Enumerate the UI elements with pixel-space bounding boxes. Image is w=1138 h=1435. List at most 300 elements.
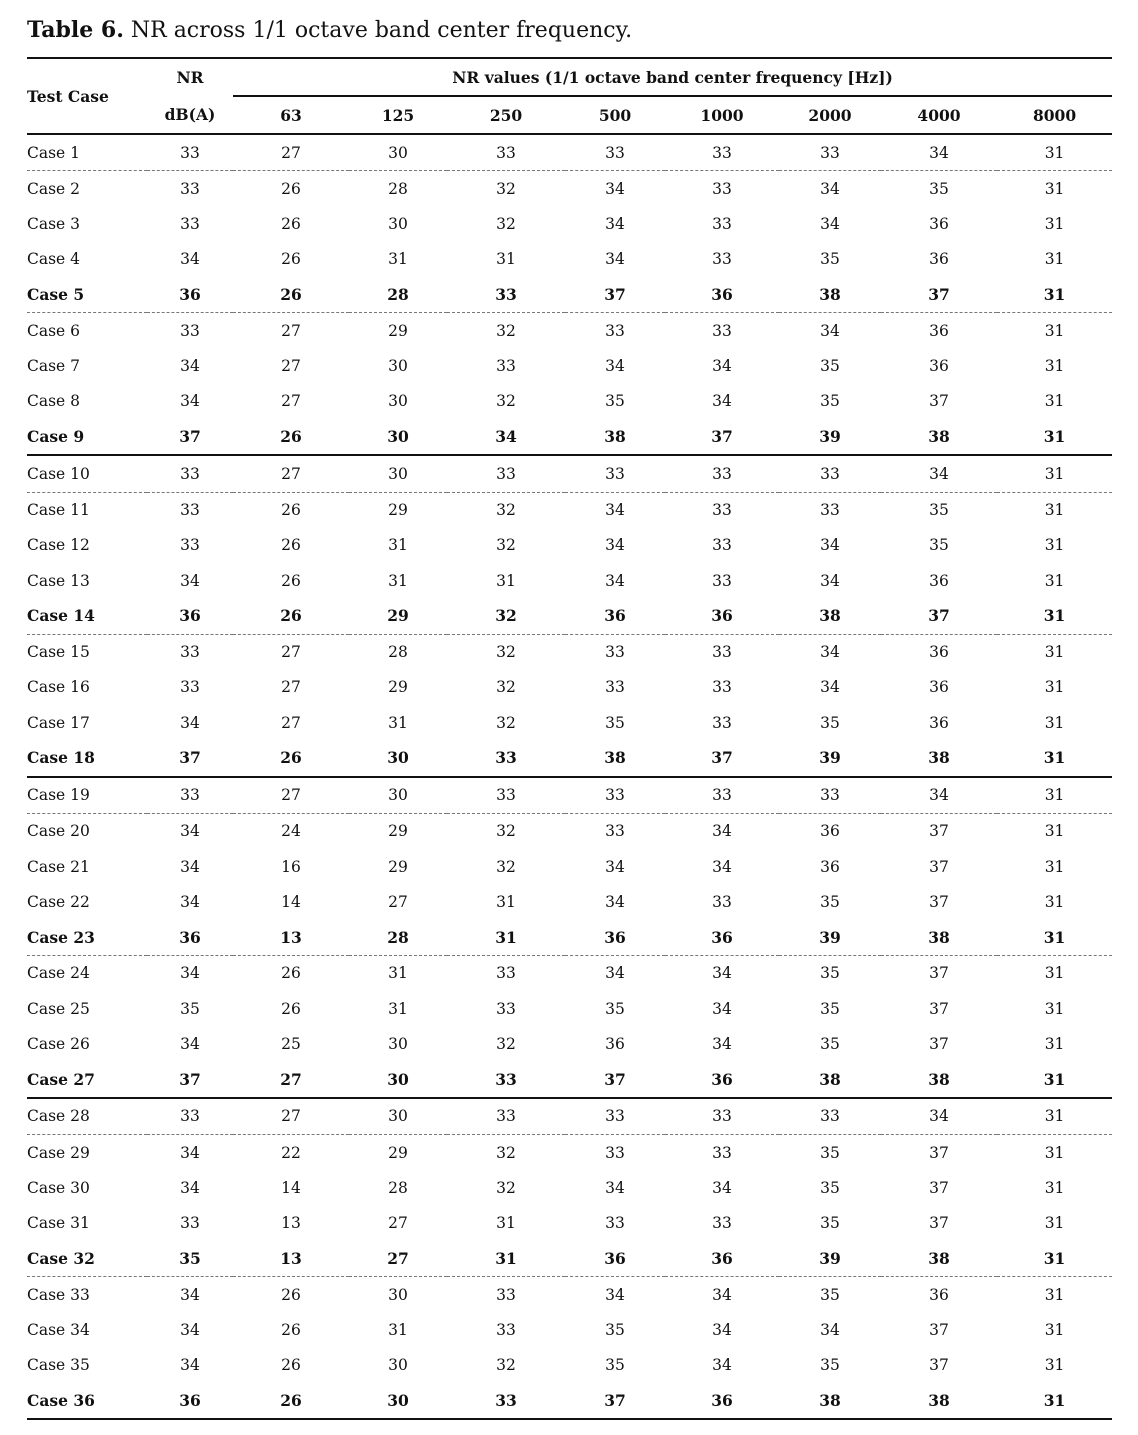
case-label: Case 4 (27, 250, 81, 269)
table-row (27, 634, 1112, 670)
case-label: Case 9 (27, 419, 147, 455)
nr-band-cell: 33 (665, 1098, 779, 1135)
nr-dba-cell: 34 (180, 1178, 200, 1197)
nr-band-cell: 27 (281, 713, 301, 732)
nr-band-cell: 38 (881, 419, 997, 455)
nr-band-cell: 32 (496, 392, 516, 411)
nr-band-cell: 33 (665, 455, 779, 492)
nr-band-cell: 34 (712, 1034, 732, 1053)
nr-band-cell: 31 (1044, 321, 1065, 340)
case-label: Case 23 (27, 920, 147, 956)
nr-band-cell: 33 (820, 501, 840, 520)
nr-band-cell: 30 (388, 1356, 408, 1375)
nr-band-cell: 26 (281, 536, 301, 555)
nr-band-cell: 30 (349, 455, 447, 492)
table-body (27, 134, 1112, 1419)
nr-band-cell: 31 (1044, 964, 1065, 983)
nr-band-cell: 35 (820, 250, 840, 269)
nr-band-cell: 31 (388, 536, 408, 555)
nr-band-cell: 32 (447, 598, 565, 634)
nr-band-cell: 26 (281, 179, 301, 198)
nr-dba-cell: 33 (180, 501, 200, 520)
nr-band-cell: 27 (233, 777, 349, 814)
nr-band-cell: 31 (1044, 1034, 1065, 1053)
header-test-case: Test Case (27, 58, 147, 134)
nr-band-cell: 36 (665, 920, 779, 956)
nr-band-cell: 26 (281, 1285, 301, 1304)
nr-band-cell: 27 (281, 678, 301, 697)
nr-dba-cell: 37 (147, 740, 233, 776)
nr-band-cell: 30 (388, 392, 408, 411)
nr-band-cell: 34 (712, 357, 732, 376)
nr-band-cell: 33 (712, 501, 732, 520)
nr-band-cell: 33 (712, 892, 732, 911)
nr-band-cell: 34 (605, 501, 625, 520)
nr-band-cell: 35 (820, 1356, 840, 1375)
nr-band-cell: 31 (1044, 392, 1065, 411)
nr-dba-cell: 34 (180, 357, 200, 376)
nr-band-cell: 35 (820, 1285, 840, 1304)
header-freq: 8000 (997, 96, 1112, 134)
nr-band-cell: 33 (605, 321, 625, 340)
nr-band-cell: 31 (496, 1214, 516, 1233)
nr-band-cell: 22 (281, 1143, 301, 1162)
nr-band-cell: 34 (605, 1285, 625, 1304)
nr-band-cell: 39 (779, 920, 881, 956)
nr-band-cell: 38 (565, 419, 665, 455)
nr-band-cell: 32 (496, 1034, 516, 1053)
nr-dba-cell: 36 (179, 1390, 201, 1410)
nr-band-cell: 31 (997, 1241, 1112, 1277)
nr-band-cell: 13 (233, 1241, 349, 1277)
nr-band-cell: 34 (605, 250, 625, 269)
nr-band-cell: 31 (388, 713, 408, 732)
header-freq: 63 (233, 96, 349, 134)
nr-band-cell: 26 (281, 501, 301, 520)
table-row (27, 207, 1112, 242)
nr-dba-cell: 33 (180, 1214, 200, 1233)
case-label: Case 25 (27, 999, 90, 1018)
case-label: Case 21 (27, 857, 90, 876)
header-freq: 1000 (665, 96, 779, 134)
nr-band-cell: 31 (997, 277, 1112, 313)
nr-band-cell: 28 (388, 1178, 408, 1197)
table-row (27, 134, 1112, 171)
nr-band-cell: 28 (349, 920, 447, 956)
nr-band-cell: 29 (388, 321, 408, 340)
header-freq: 500 (565, 96, 665, 134)
nr-band-cell: 37 (565, 1062, 665, 1098)
case-label: Case 13 (27, 571, 90, 590)
nr-band-cell: 38 (819, 1390, 841, 1410)
case-label: Case 14 (27, 598, 147, 634)
nr-band-cell: 27 (281, 321, 301, 340)
nr-band-cell: 38 (881, 1241, 997, 1277)
nr-band-cell: 35 (820, 892, 840, 911)
table-row (27, 1312, 1112, 1347)
nr-dba-cell: 33 (147, 455, 233, 492)
nr-band-cell: 36 (929, 215, 949, 234)
nr-band-cell: 31 (997, 134, 1112, 171)
nr-band-cell: 36 (929, 1285, 949, 1304)
nr-band-cell: 37 (665, 740, 779, 776)
nr-band-cell: 37 (929, 1214, 949, 1233)
nr-band-cell: 34 (712, 999, 732, 1018)
table-row (27, 920, 1112, 956)
table-row (27, 528, 1112, 563)
nr-band-cell: 30 (349, 134, 447, 171)
nr-band-cell: 26 (233, 419, 349, 455)
header-freq: 2000 (779, 96, 881, 134)
nr-band-cell: 35 (820, 713, 840, 732)
nr-band-cell: 38 (881, 1062, 997, 1098)
nr-band-cell: 36 (565, 598, 665, 634)
table-row (27, 849, 1112, 884)
nr-band-cell: 36 (820, 822, 840, 841)
table-row (27, 455, 1112, 492)
table-row (27, 419, 1112, 455)
table-row (27, 705, 1112, 740)
nr-band-cell: 33 (496, 1320, 516, 1339)
nr-band-cell: 38 (779, 598, 881, 634)
table-caption (27, 14, 632, 47)
nr-band-cell: 39 (779, 419, 881, 455)
nr-band-cell: 31 (1044, 179, 1065, 198)
nr-band-cell: 26 (280, 1390, 302, 1410)
case-label: Case 26 (27, 1034, 90, 1053)
nr-band-cell: 35 (605, 713, 625, 732)
nr-band-cell: 36 (565, 920, 665, 956)
nr-band-cell: 26 (233, 598, 349, 634)
nr-band-cell: 33 (605, 1143, 625, 1162)
nr-dba-cell: 34 (180, 964, 200, 983)
nr-band-cell: 35 (820, 1178, 840, 1197)
nr-band-cell: 37 (881, 598, 997, 634)
nr-band-cell: 30 (349, 419, 447, 455)
nr-band-cell: 33 (665, 134, 779, 171)
nr-band-cell: 27 (349, 1241, 447, 1277)
nr-band-cell: 31 (496, 250, 516, 269)
nr-band-cell: 34 (712, 1320, 732, 1339)
nr-band-cell: 37 (929, 1034, 949, 1053)
nr-band-cell: 31 (1044, 713, 1065, 732)
table-row (27, 1026, 1112, 1061)
nr-band-cell: 34 (881, 134, 997, 171)
nr-dba-cell: 37 (147, 419, 233, 455)
nr-band-cell: 32 (496, 321, 516, 340)
case-label: Case 35 (27, 1356, 90, 1375)
nr-band-cell: 31 (388, 1320, 408, 1339)
caption-label: Table 6. (27, 17, 124, 43)
nr-band-cell: 30 (349, 1062, 447, 1098)
nr-dba-cell: 34 (180, 892, 200, 911)
nr-band-cell: 33 (447, 277, 565, 313)
nr-band-cell: 35 (929, 179, 949, 198)
nr-band-cell: 26 (281, 999, 301, 1018)
nr-band-cell: 33 (447, 455, 565, 492)
nr-band-cell: 33 (779, 455, 881, 492)
nr-band-cell: 31 (1044, 1285, 1065, 1304)
table-row (27, 171, 1112, 207)
nr-band-cell: 34 (820, 179, 840, 198)
nr-band-cell: 26 (233, 740, 349, 776)
nr-band-cell: 31 (447, 920, 565, 956)
nr-band-cell: 34 (605, 215, 625, 234)
nr-band-cell: 33 (447, 1062, 565, 1098)
nr-band-cell: 37 (929, 999, 949, 1018)
nr-band-cell: 31 (1044, 643, 1065, 662)
nr-band-cell: 26 (281, 964, 301, 983)
nr-band-cell: 34 (605, 179, 625, 198)
nr-band-cell: 31 (1044, 678, 1065, 697)
nr-band-cell: 35 (605, 1320, 625, 1339)
case-label: Case 5 (27, 277, 147, 313)
nr-band-cell: 31 (496, 892, 516, 911)
nr-dba-cell: 34 (180, 571, 200, 590)
case-label: Case 33 (27, 1285, 90, 1304)
nr-band-cell: 39 (779, 1241, 881, 1277)
nr-band-cell: 33 (605, 643, 625, 662)
nr-band-cell: 35 (820, 392, 840, 411)
nr-band-cell: 33 (712, 179, 732, 198)
nr-dba-cell: 34 (180, 250, 200, 269)
nr-band-cell: 31 (1044, 857, 1065, 876)
nr-band-cell: 33 (495, 1390, 517, 1410)
case-label: Case 3 (27, 215, 81, 234)
nr-band-cell: 34 (881, 777, 997, 814)
nr-dba-cell: 36 (147, 598, 233, 634)
nr-band-cell: 27 (281, 392, 301, 411)
table-row (27, 740, 1112, 776)
table-row (27, 277, 1112, 313)
case-label: Case 27 (27, 1062, 147, 1098)
nr-dba-cell: 34 (180, 1034, 200, 1053)
nr-band-cell: 32 (496, 822, 516, 841)
nr-band-cell: 32 (496, 1356, 516, 1375)
nr-band-cell: 31 (997, 455, 1112, 492)
nr-band-cell: 29 (349, 598, 447, 634)
table-row (27, 598, 1112, 634)
nr-band-cell: 31 (1044, 536, 1065, 555)
nr-band-cell: 32 (496, 536, 516, 555)
table-row (27, 1277, 1112, 1313)
nr-band-cell: 33 (712, 1214, 732, 1233)
case-label: Case 11 (27, 501, 90, 520)
nr-band-cell: 33 (779, 777, 881, 814)
nr-dba-cell: 33 (147, 777, 233, 814)
nr-band-cell: 34 (712, 1356, 732, 1375)
case-label: Case 16 (27, 678, 90, 697)
table-row (27, 884, 1112, 919)
nr-dba-cell: 33 (147, 134, 233, 171)
nr-band-cell: 33 (447, 1098, 565, 1135)
nr-band-cell: 35 (605, 999, 625, 1018)
nr-band-cell: 27 (233, 1062, 349, 1098)
table-row (27, 777, 1112, 814)
nr-band-cell: 37 (665, 419, 779, 455)
nr-band-cell: 34 (712, 1178, 732, 1197)
table-row (27, 1098, 1112, 1135)
nr-band-cell: 35 (820, 999, 840, 1018)
nr-band-cell: 27 (388, 1214, 408, 1233)
case-label: Case 28 (27, 1098, 147, 1135)
nr-band-cell: 33 (565, 134, 665, 171)
nr-band-cell: 33 (712, 1143, 732, 1162)
nr-dba-cell: 34 (180, 1356, 200, 1375)
nr-band-cell: 36 (929, 357, 949, 376)
nr-band-cell: 35 (605, 1356, 625, 1375)
nr-band-cell: 31 (1043, 1390, 1066, 1410)
nr-band-cell: 38 (928, 1390, 950, 1410)
nr-band-cell: 32 (496, 857, 516, 876)
nr-band-cell: 31 (1044, 822, 1065, 841)
nr-dba-cell: 33 (180, 179, 200, 198)
nr-band-cell: 26 (281, 250, 301, 269)
nr-band-cell: 32 (496, 713, 516, 732)
nr-band-cell: 39 (779, 740, 881, 776)
nr-dba-cell: 33 (180, 678, 200, 697)
nr-band-cell: 32 (496, 1143, 516, 1162)
table-row (27, 670, 1112, 705)
nr-band-cell: 36 (605, 1034, 625, 1053)
nr-band-cell: 33 (712, 713, 732, 732)
nr-band-cell: 33 (496, 999, 516, 1018)
nr-band-cell: 34 (820, 678, 840, 697)
nr-band-cell: 36 (665, 1241, 779, 1277)
nr-dba-cell: 33 (147, 1098, 233, 1135)
nr-band-cell: 31 (388, 964, 408, 983)
nr-band-cell: 33 (712, 678, 732, 697)
nr-band-cell: 27 (233, 134, 349, 171)
case-label: Case 36 (27, 1390, 95, 1410)
nr-band-cell: 34 (712, 822, 732, 841)
nr-band-cell: 38 (565, 740, 665, 776)
nr-dba-cell: 34 (180, 713, 200, 732)
nr-band-cell: 36 (929, 643, 949, 662)
table-row (27, 955, 1112, 991)
nr-band-cell: 27 (281, 357, 301, 376)
nr-band-cell: 36 (929, 321, 949, 340)
nr-band-cell: 32 (496, 501, 516, 520)
nr-band-cell: 32 (496, 678, 516, 697)
nr-band-cell: 33 (712, 536, 732, 555)
nr-dba-cell: 34 (180, 822, 200, 841)
case-label: Case 15 (27, 643, 90, 662)
nr-band-cell: 37 (604, 1390, 626, 1410)
nr-band-cell: 31 (1044, 1214, 1065, 1233)
nr-band-cell: 28 (349, 277, 447, 313)
nr-band-cell: 29 (388, 822, 408, 841)
table-row (27, 313, 1112, 349)
table-row (27, 563, 1112, 598)
header-nr-line2: dB(A) (147, 96, 233, 134)
nr-band-cell: 36 (929, 713, 949, 732)
nr-band-cell: 37 (929, 822, 949, 841)
nr-band-cell: 30 (388, 1285, 408, 1304)
nr-band-cell: 34 (712, 1285, 732, 1304)
case-label: Case 30 (27, 1178, 90, 1197)
nr-band-cell: 34 (820, 643, 840, 662)
nr-band-cell: 34 (605, 964, 625, 983)
nr-band-cell: 36 (929, 571, 949, 590)
nr-band-cell: 33 (605, 678, 625, 697)
case-label: Case 17 (27, 713, 90, 732)
nr-band-cell: 33 (447, 777, 565, 814)
nr-table (27, 57, 1112, 1420)
case-label: Case 18 (27, 740, 147, 776)
nr-band-cell: 34 (881, 1098, 997, 1135)
nr-band-cell: 33 (496, 1285, 516, 1304)
nr-band-cell: 37 (929, 1356, 949, 1375)
table-row (27, 384, 1112, 419)
nr-band-cell: 34 (605, 536, 625, 555)
nr-band-cell: 35 (929, 501, 949, 520)
nr-band-cell: 34 (605, 857, 625, 876)
header-freq: 4000 (881, 96, 997, 134)
nr-band-cell: 33 (605, 822, 625, 841)
nr-band-cell: 29 (388, 1143, 408, 1162)
nr-band-cell: 33 (496, 357, 516, 376)
nr-dba-cell: 34 (180, 392, 200, 411)
nr-band-cell: 31 (997, 1098, 1112, 1135)
nr-band-cell: 33 (447, 740, 565, 776)
nr-band-cell: 31 (1044, 250, 1065, 269)
header-freq: 250 (447, 96, 565, 134)
nr-band-cell: 31 (997, 777, 1112, 814)
nr-band-cell: 35 (820, 1143, 840, 1162)
header-nr-line1: NR (176, 68, 204, 87)
case-label: Case 6 (27, 321, 81, 340)
nr-band-cell: 35 (820, 1034, 840, 1053)
nr-band-cell: 36 (820, 857, 840, 876)
nr-band-cell: 34 (820, 1320, 840, 1339)
nr-band-cell: 32 (496, 215, 516, 234)
nr-band-cell: 13 (281, 1214, 301, 1233)
nr-band-cell: 34 (712, 857, 732, 876)
nr-band-cell: 24 (281, 822, 301, 841)
nr-band-cell: 32 (496, 1178, 516, 1197)
nr-band-cell: 34 (820, 536, 840, 555)
table-row (27, 1170, 1112, 1205)
nr-band-cell: 28 (388, 643, 408, 662)
nr-band-cell: 33 (605, 1214, 625, 1233)
case-label: Case 22 (27, 892, 90, 911)
nr-band-cell: 34 (820, 215, 840, 234)
nr-band-cell: 31 (997, 920, 1112, 956)
nr-dba-cell: 34 (180, 1320, 200, 1339)
case-label: Case 1 (27, 134, 147, 171)
nr-band-cell: 27 (388, 892, 408, 911)
nr-band-cell: 34 (820, 571, 840, 590)
nr-band-cell: 27 (233, 1098, 349, 1135)
nr-band-cell: 26 (281, 1356, 301, 1375)
nr-band-cell: 34 (820, 321, 840, 340)
nr-band-cell: 14 (281, 1178, 301, 1197)
case-label: Case 34 (27, 1320, 90, 1339)
nr-band-cell: 36 (665, 1062, 779, 1098)
nr-band-cell: 35 (929, 536, 949, 555)
header-freq: 125 (349, 96, 447, 134)
nr-band-cell: 35 (820, 964, 840, 983)
nr-band-cell: 36 (565, 1241, 665, 1277)
nr-band-cell: 33 (712, 215, 732, 234)
nr-band-cell: 38 (881, 920, 997, 956)
nr-band-cell: 14 (281, 892, 301, 911)
nr-dba-cell: 36 (147, 920, 233, 956)
case-label: Case 2 (27, 179, 81, 198)
nr-band-cell: 32 (496, 643, 516, 662)
nr-dba-cell: 36 (147, 277, 233, 313)
